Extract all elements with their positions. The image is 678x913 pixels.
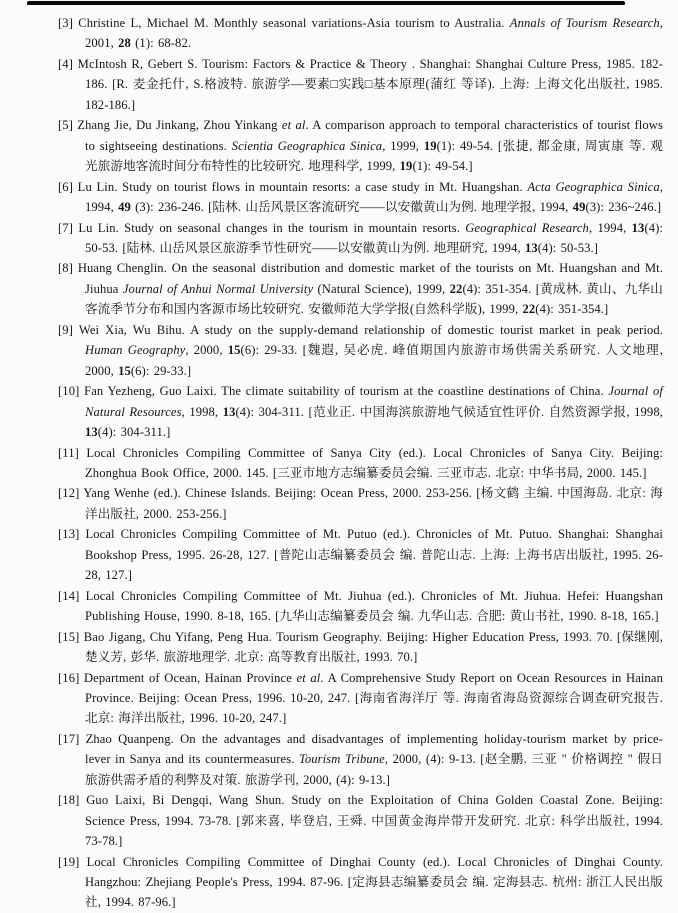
reference-text: Local Chronicles Compiling Committee of Mt. Jiuhua (ed.). Chronicles of Mt. Jiuhua. Hefei: Huangshan Publishing House, 1990. 8-18, 165. [九华山志编纂委员会 编. 九华山志. 合肥: 黄山书社, 1990. 8-18, 165.] (85, 588, 663, 624)
reference-label: [7] (58, 220, 73, 235)
reference-label: [5] (58, 118, 73, 133)
reference-item (58, 668, 663, 729)
reference-label: [3] (58, 16, 73, 30)
reference-label: [4] (58, 56, 73, 71)
reference-item (58, 13, 663, 54)
reference-item (58, 483, 663, 524)
reference-label: [17] (58, 731, 80, 746)
reference-item (58, 320, 663, 381)
reference-item (58, 218, 663, 259)
reference-label: [16] (58, 670, 80, 685)
reference-text: Huang Chenglin. On the seasonal distribution and domestic market of the tourists on Mt. Huangshan and Mt. Jiuhua Journal of Anhui Normal University (Natural Science), 1999, 22(4): 351-354. [黄成林. 黄山、九华山客流季节分布和国内客源市场比较研究. 安徽师范大学学报(自然科学版), 1999, 22(4): 351-354.] (77, 261, 663, 317)
reference-label: [14] (58, 588, 80, 603)
reference-text: Wei Xia, Wu Bihu. A study on the supply-demand relationship of domestic tourist market in peak period. Human Geography, 2000, 15(6): 29-33. [魏遐, 吴必虎. 峰值期国内旅游市场供需关系研究. 人文地理, 2000, 15(6): 29-33.] (78, 322, 663, 378)
reference-item (58, 381, 663, 442)
reference-item (58, 177, 663, 218)
reference-text: Department of Ocean, Hainan Province et al. A Comprehensive Study Report on Ocean Resources in Hainan Province. Beijing: Ocean Press, 1996. 10-20, 247. [海南省海洋厅 等. 海南省海岛资源综合调查研究报告. 北京: 海洋出版社, 1996. 10-20, 247.] (83, 670, 663, 726)
references-list (58, 13, 663, 913)
reference-text: Fan Yezheng, Guo Laixi. The climate suitability of tourism at the coastline destinations of China. Journal of Natural Resources, 1998, 13(4): 304-311. [范业正. 中国海滨旅游地气候适宜性评价. 自然资源学报, 1998, 13(4): 304-311.] (84, 384, 663, 440)
reference-label: [6] (58, 179, 73, 194)
reference-item (58, 586, 663, 627)
reference-text: Lu Lin. Study on tourist flows in mountain resorts: a case study in Mt. Huangshan. Acta Geographica Sinica, 1994, 49 (3): 236-246. [陆林. 山岳风景区客流研究——以安徽黄山为例. 地理学报, 1994, 49(3): 236~246.] (77, 179, 664, 215)
reference-text: Bao Jigang, Chu Yifang, Peng Hua. Tourism Geography. Beijing: Higher Education Press, 1993. 70. [保继刚, 楚义芳, 彭华. 旅游地理学. 北京: 高等教育出版社, 1993. 70.] (83, 629, 663, 665)
reference-item (58, 524, 663, 585)
reference-text: Yang Wenhe (ed.). Chinese Islands. Beijing: Ocean Press, 2000. 253-256. [杨文鹤 主编. 中国海岛. 北京: 海洋出版社, 2000. 253-256.] (83, 486, 664, 521)
reference-label: [15] (58, 629, 80, 644)
reference-label: [19] (58, 854, 80, 869)
reference-item (58, 443, 663, 484)
reference-item (58, 627, 663, 668)
reference-label: [13] (58, 527, 80, 542)
reference-text: McIntosh R, Gebert S. Tourism: Factors & Practice & Theory . Shanghai: Shanghai Culture Press, 1985. 182-186. [R. 麦金托什, S.格波特. 旅游学—要素□实践□基本原理(蒲红 等译). 上海: 上海文化出版社, 1985. 182-186.] (77, 56, 664, 112)
reference-label: [11] (58, 445, 79, 460)
reference-label: [8] (58, 261, 73, 276)
reference-item (58, 54, 663, 115)
references-page (58, 13, 663, 913)
reference-text: Christine L, Michael M. Monthly seasonal variations-Asia tourism to Australia. Annals of Tourism Research, 2001, 28 (1): 68-82. (78, 16, 664, 51)
reference-text: Guo Laixi, Bi Dengqi, Wang Shun. Study on the Exploitation of China Golden Coastal Zone. Beijing: Science Press, 1994. 73-78. [郭来喜, 毕登启, 王舜. 中国黄金海岸带开发研究. 北京: 科学出版社, 1994. 73-78.] (85, 793, 664, 849)
reference-label: [10] (58, 384, 80, 399)
reference-text: Zhang Jie, Du Jinkang, Zhou Yinkang et al. A comparison approach to temporal characteristics of tourist flows to sightseeing destinations. Scientia Geographica Sinica, 1999, 19(1): 49-54. [张捷, 都金康, 周寅康 等. 观光旅游地客流时间分布特性的比较研究. 地理科学, 1999, 19(1): 49-54.] (77, 118, 663, 174)
reference-item (58, 729, 663, 790)
reference-item (58, 115, 663, 176)
reference-label: [9] (58, 322, 73, 337)
reference-label: [18] (58, 793, 80, 808)
reference-text: Local Chronicles Compiling Committee of Mt. Putuo (ed.). Chronicles of Mt. Putuo. Shanghai: Shanghai Bookshop Press, 1995. 26-28, 127. [普陀山志编纂委员会 编. 普陀山志. 上海: 上海书店出版社, 1995. 26-28, 127.] (85, 527, 663, 583)
reference-text: Zhao Quanpeng. On the advantages and disadvantages of implementing holiday-tourism market by price-lever in Sanya and its countermeasures. Tourism Tribune, 2000, (4): 9-13. [赵全鹏. 三亚 " 价格调控 " 假日旅游供需矛盾的利弊及对策. 旅游学刊, 2000, (4): 9-13.] (85, 731, 663, 787)
reference-text: Local Chronicles Compiling Committee of Dinghai County (ed.). Local Chronicles of Dinghai County. Hangzhou: Zhejiang People's Press, 1994. 87-96. [定海县志编纂委员会 编. 定海县志. 杭州: 浙江人民出版社, 1994. 87-96.] (85, 854, 663, 910)
scan-artifact-bar (27, 1, 625, 5)
reference-label: [12] (58, 486, 80, 501)
reference-item (58, 852, 663, 913)
reference-text: Local Chronicles Compiling Committee of Sanya City (ed.). Local Chronicles of Sanya City. Beijing: Zhonghua Book Office, 2000. 145. [三亚市地方志编纂委员会编. 三亚市志. 北京: 中华书局, 2000. 145.] (85, 445, 663, 480)
reference-item (58, 258, 663, 319)
reference-text: Lu Lin. Study on seasonal changes in the tourism in mountain resorts. Geographical Research, 1994, 13(4): 50-53. [陆林. 山岳风景区旅游季节性研究——以安徽黄山为例. 地理研究, 1994, 13(4): 50-53.] (78, 220, 664, 255)
reference-item (58, 790, 663, 851)
